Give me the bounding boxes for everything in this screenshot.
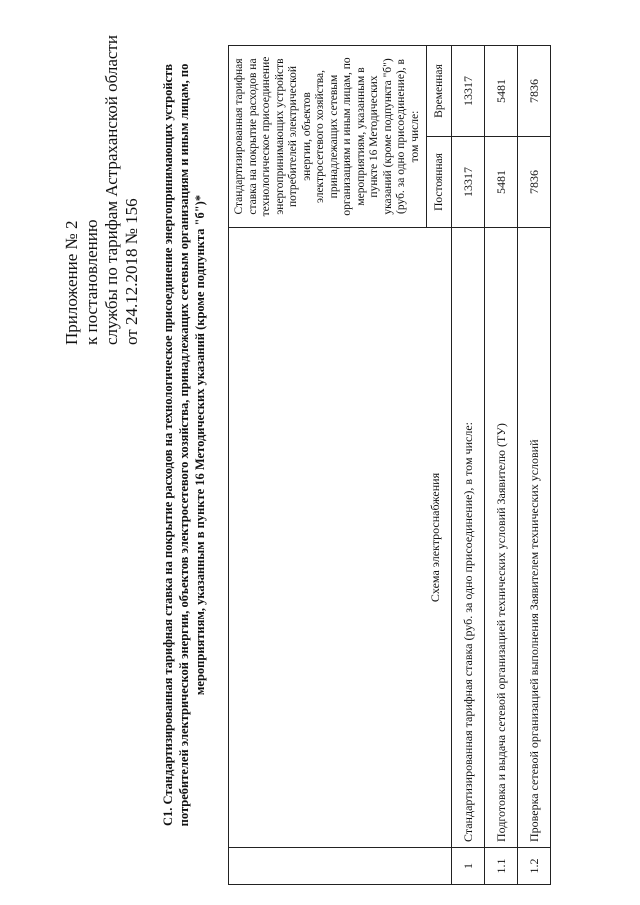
appendix-number: Приложение № 2: [62, 220, 81, 345]
appendix-authority: службы по тарифам Астраханской области: [102, 35, 121, 345]
header-number-cell: [229, 848, 452, 885]
header-permanent: Постоянная: [427, 137, 452, 228]
appendix-block: [62, 35, 142, 345]
row-permanent: 5481: [485, 137, 518, 228]
row-number: 1.2: [518, 848, 551, 885]
header-rate: Стандартизированная тарифная ставка на покрытие расходов на технологическое присоединение энергопринимающих устройств потребителей электрической энергии, объектов электросетевого хозяйства, принадлежащих сетевым организациям и иным лицам, по мероприятиям, указанным в пункте 16 Методических указаний (кроме подпункта "б") (руб. за одно присоединение), в том числе:: [229, 46, 427, 228]
row-name: Подготовка и выдача сетевой организацией технических условий Заявителю (ТУ): [485, 228, 518, 848]
row-permanent: 7836: [518, 137, 551, 228]
row-permanent: 13317: [452, 137, 485, 228]
row-number: 1.1: [485, 848, 518, 885]
table-row: [452, 46, 485, 885]
table-header-row: [229, 46, 427, 885]
table-row: [485, 46, 518, 885]
tariff-table: [228, 45, 551, 885]
row-number: 1: [452, 848, 485, 885]
header-scheme: Схема электроснабжения: [229, 228, 452, 848]
document-heading: С1. Стандартизированная тарифная ставка на покрытие расходов на технологическое присоединение энергопринимающих устройств потребителей электрической энергии, объектов электросетевого хозяйства, принадлежащих сетевым организациям и иным лицам, по мероприятиям, указанным в пункте 16 Методических указаний (кроме подпункта "б")*: [161, 63, 207, 827]
row-name: Проверка сетевой организацией выполнения Заявителем технических условий: [518, 228, 551, 848]
appendix-date: от 24.12.2018 № 156: [122, 198, 141, 345]
row-temporary: 13317: [452, 46, 485, 137]
row-temporary: 5481: [485, 46, 518, 137]
row-temporary: 7836: [518, 46, 551, 137]
row-name: Стандартизированная тарифная ставка (руб. за одно присоединение), в том числе:: [452, 228, 485, 848]
header-temporary: Временная: [427, 46, 452, 137]
table-row: [518, 46, 551, 885]
appendix-reference: к постановлению: [82, 219, 101, 345]
